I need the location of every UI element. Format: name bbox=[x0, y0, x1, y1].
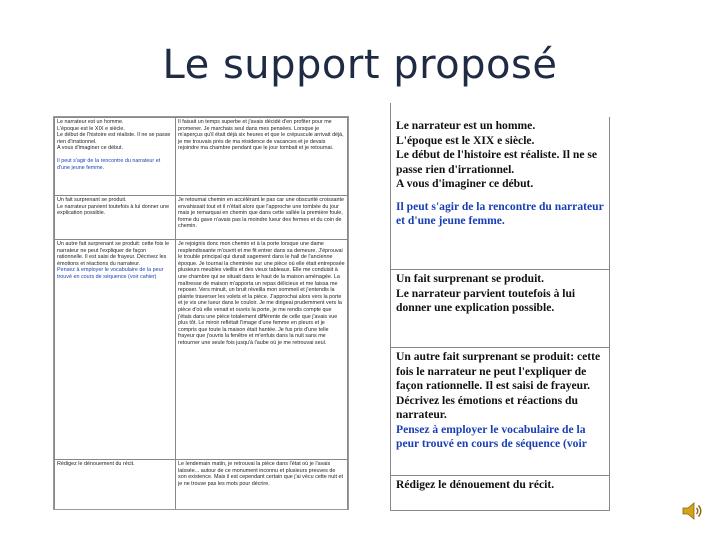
instruction-cell bbox=[55, 118, 176, 196]
instruction-line: A vous d'imaginer ce début. bbox=[57, 145, 124, 152]
instruction-hint: Il peut s'agir de la rencontre du narrateur et d'une jeune femme. bbox=[57, 157, 161, 171]
document-thumbnail bbox=[53, 116, 349, 510]
instruction-line: Un fait surprenant se produit. bbox=[396, 272, 545, 285]
instruction-line: L'époque est le XIX e siècle. bbox=[57, 125, 125, 132]
instruction-cell bbox=[55, 460, 176, 510]
table-row bbox=[55, 118, 348, 196]
instruction-line: A vous d'imaginer ce début. bbox=[396, 177, 534, 190]
slide-title: Le support proposé bbox=[162, 42, 558, 88]
instruction-line: Rédigez le dénouement du récit. bbox=[396, 478, 555, 491]
zoomed-instructions bbox=[390, 103, 611, 511]
instruction-line: Le narrateur est un homme. bbox=[396, 119, 536, 132]
instruction-hint: Pensez à employer le vocabulaire de la peur trouvé en cours de séquence (voir bbox=[396, 422, 587, 450]
instruction-cell bbox=[55, 196, 176, 240]
table-row bbox=[55, 240, 348, 460]
instruction-line: Le narrateur est un homme. bbox=[57, 119, 124, 125]
instruction-hint: Il peut s'agir de la rencontre du narrateur et d'une jeune femme. bbox=[396, 199, 604, 227]
zoom-cell-2 bbox=[391, 270, 610, 348]
instruction-cell bbox=[55, 240, 176, 460]
student-text-cell: Le lendemain matin, je retrouvai la pièce dans l'état où je l'avais laissée... autour de ce monument inconnu et plusieurs preuves de son existence. Mais il est cependant certain que j'ai vécu cette nuit et je ne trouve pas les mots pour décrire. bbox=[176, 460, 348, 510]
speaker-icon[interactable] bbox=[680, 499, 704, 523]
table-row bbox=[55, 196, 348, 240]
student-text-cell: Je rejoignis donc mon chemin et à la porte lorsque une dame resplendissante m'ouvrit et me fit entrer dans sa demeure. J'éprouvai le trouble principal qui durait sagement dans le hall de l'ancienne époque. Je tournai la cheminée sur une pièce où elle était entreposée plusieurs meubles vieillis et des vieux tableaux. Elle me conduisit à une chambre qui se situait dans le haut de la maison aménagée. La maîtresse de maison m'apporta un repas délicieux et me laissa me reposer. Vers minuit, un bruit réveilla mon sommeil et j'entendis la plainte traverser les volets et la pièce. J'approchai alors vers la porte et je vis une lueur dans le couloir. Je me dirigeai prudemment vers la pièce d'où elle venait et ouvris la porte, je me rendis compte que j'étais dans une pièce totalement différente de celle que j'avais vue plus tôt. Le miroir reflétait l'image d'une femme en pleurs et je compris que toute la maison était hantée. Je fus pris d'une telle frayeur que j'ouvris la fenêtre et m'enfuis dans la nuit sans me retourner une seule fois jusqu'à l'aube où je me retrouvai seul. bbox=[176, 240, 348, 460]
instruction-line: Un fait surprenant se produit. bbox=[57, 197, 127, 203]
instruction-line: Rédigez le dénouement du récit. bbox=[57, 461, 135, 467]
instruction-line: Un autre fait surprenant se produit: cette fois le narrateur ne peut l'expliquer de façon rationnelle. Il est saisi de frayeur. Décrivez les émotions et réactions du narrateur. bbox=[396, 350, 601, 421]
instruction-line: Un autre fait surprenant se produit: cette fois le narrateur ne peut l'expliquer de façon rationnelle. Il est saisi de frayeur. Décrivez les émotions et réactions du narrateur. bbox=[57, 241, 170, 267]
zoom-cell-1 bbox=[391, 117, 610, 270]
instruction-line: Le début de l'histoire est réaliste. Il ne se passe rien d'irrationnel. bbox=[57, 132, 171, 145]
zoom-cell-3 bbox=[391, 348, 610, 476]
instruction-line: Le narrateur parvient toutefois à lui donner une explication possible. bbox=[396, 286, 576, 314]
student-text-cell: Il faisait un temps superbe et j'avais décidé d'en profiter pour me promener. Je marchais seul dans mes pensées. Lorsque je m'aperçus qu'il était déjà six heures et que le crépuscule arrivait déjà, je me trouvais près de ma résidence de vacances et je devais rejoindre ma chambre pendant que le jour tombait et je retournai. bbox=[176, 118, 348, 196]
instruction-hint: Pensez à employer le vocabulaire de la peur trouvé en cours de séquence (voir cahier) bbox=[57, 267, 164, 280]
zoom-cell-4 bbox=[391, 476, 610, 511]
instruction-line: L'époque est le XIX e siècle. bbox=[396, 133, 535, 147]
assignment-table bbox=[54, 117, 348, 510]
instruction-line: Le narrateur parvient toutefois à lui donner une explication possible. bbox=[57, 203, 170, 217]
instruction-line: Le début de l'histoire est réaliste. Il ne se passe rien d'irrationnel. bbox=[396, 148, 598, 176]
student-text-cell: Je retournai chemin en accélérant le pas car une obscurité croissante envahissait tout et il n'était alors que l'approche une tombée du jour mais je remarquai en chemin que dans cette vallée la première foule, forme du gave n'avais pas la moindre lueur des fermes et du coin de chemin. bbox=[176, 196, 348, 240]
table-row bbox=[55, 460, 348, 510]
